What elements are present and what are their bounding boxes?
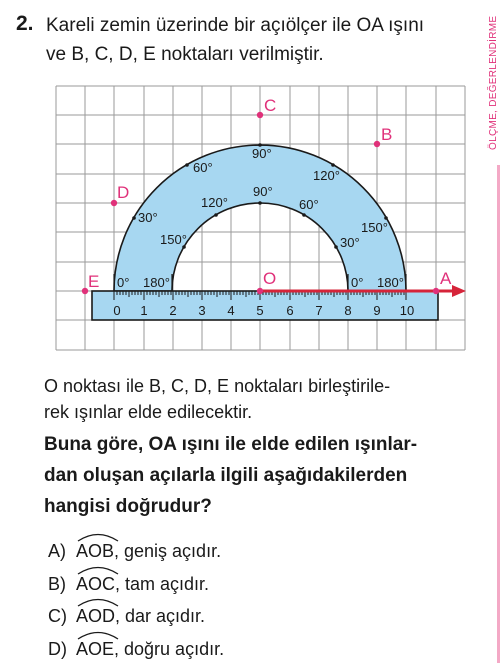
option-c[interactable]	[48, 597, 205, 628]
ruler-number: 2	[169, 303, 177, 318]
option-b[interactable]	[48, 565, 209, 596]
question-prompt-line-3: hangisi doğrudur?	[44, 496, 212, 517]
base-left-zero-label: 0°	[117, 275, 130, 290]
option-a-label: A)	[48, 541, 66, 561]
question-text-line-1: Kareli zemin üzerinde bir açıölçer ile OA ışını	[46, 15, 425, 36]
point-c	[257, 112, 263, 118]
body-text-line-2: rek ışınlar elde edilecektir.	[44, 402, 253, 422]
option-d-text: , doğru açıdır.	[114, 639, 225, 659]
ruler-number: 0	[113, 303, 121, 318]
ruler-number: 8	[344, 303, 352, 318]
ruler-number: 6	[286, 303, 294, 318]
option-b-angle	[76, 565, 115, 596]
option-a-text: , geniş açıdır.	[114, 541, 222, 561]
base-right-zero-label: 0°	[351, 275, 364, 290]
option-d-label: D)	[48, 639, 67, 659]
point-a-label: A	[440, 269, 452, 288]
inner-120-label: 120°	[201, 195, 228, 210]
angle-hat-icon	[76, 532, 120, 542]
outer-150-label: 150°	[361, 220, 388, 235]
outer-30-label: 30°	[138, 210, 158, 225]
ruler-number: 9	[373, 303, 381, 318]
question-text-line-2: ve B, C, D, E noktaları verilmiştir.	[46, 44, 324, 65]
inner-150-label: 150°	[160, 232, 187, 247]
point-o	[257, 288, 263, 294]
question-prompt-line-2: dan oluşan açılarla ilgili aşağıdakilerden	[44, 465, 408, 486]
option-c-text: , dar açıdır.	[115, 606, 206, 626]
question-prompt-line-1: Buna göre, OA ışını ile elde edilen ışınlar-	[44, 434, 418, 455]
question-number: 2.	[16, 12, 34, 35]
inner-30-label: 30°	[340, 235, 360, 250]
option-b-label: B)	[48, 574, 66, 594]
point-c-label: C	[264, 96, 277, 115]
point-o-label: O	[263, 269, 277, 288]
angle-hat-icon	[76, 597, 120, 607]
point-b	[374, 141, 380, 147]
ruler-number: 4	[227, 303, 235, 318]
point-a	[433, 288, 439, 294]
option-b-angle-text: AOC	[76, 574, 116, 594]
point-e-label: E	[88, 272, 100, 291]
angle-hat-icon	[76, 565, 120, 575]
option-d[interactable]	[48, 630, 224, 661]
ray-arrowhead	[452, 285, 466, 297]
angle-hat-icon	[76, 630, 120, 640]
point-d-label: D	[117, 183, 130, 202]
option-d-angle-text: AOE	[76, 639, 115, 659]
ruler-number: 7	[315, 303, 323, 318]
option-c-angle-text: AOD	[76, 606, 116, 626]
inner-90-label: 90°	[253, 184, 273, 199]
ruler-number: 1	[140, 303, 148, 318]
option-b-text: , tam açıdır.	[115, 574, 210, 594]
point-b-label: B	[381, 125, 393, 144]
base-left-180-label: 180°	[143, 275, 170, 290]
ruler-number: 5	[256, 303, 264, 318]
ruler-number: 3	[198, 303, 206, 318]
option-c-label: C)	[48, 606, 67, 626]
outer-120-label: 120°	[313, 168, 340, 183]
inner-60-label: 60°	[299, 197, 319, 212]
option-a[interactable]	[48, 532, 221, 563]
base-right-180-label: 180°	[377, 275, 404, 290]
outer-90-label: 90°	[252, 146, 272, 161]
sidebar-label: ÖLÇME, DEĞERLENDİRME	[488, 15, 499, 150]
body-text-line-1: O noktası ile B, C, D, E noktaları birleştirile-	[44, 376, 391, 396]
option-c-angle	[76, 597, 115, 628]
ruler-number: 10	[399, 303, 415, 318]
outer-60-label: 60°	[193, 160, 213, 175]
option-a-angle	[76, 532, 114, 563]
sidebar-line	[497, 165, 500, 663]
option-a-angle-text: AOB	[76, 541, 115, 561]
option-d-angle	[76, 630, 114, 661]
